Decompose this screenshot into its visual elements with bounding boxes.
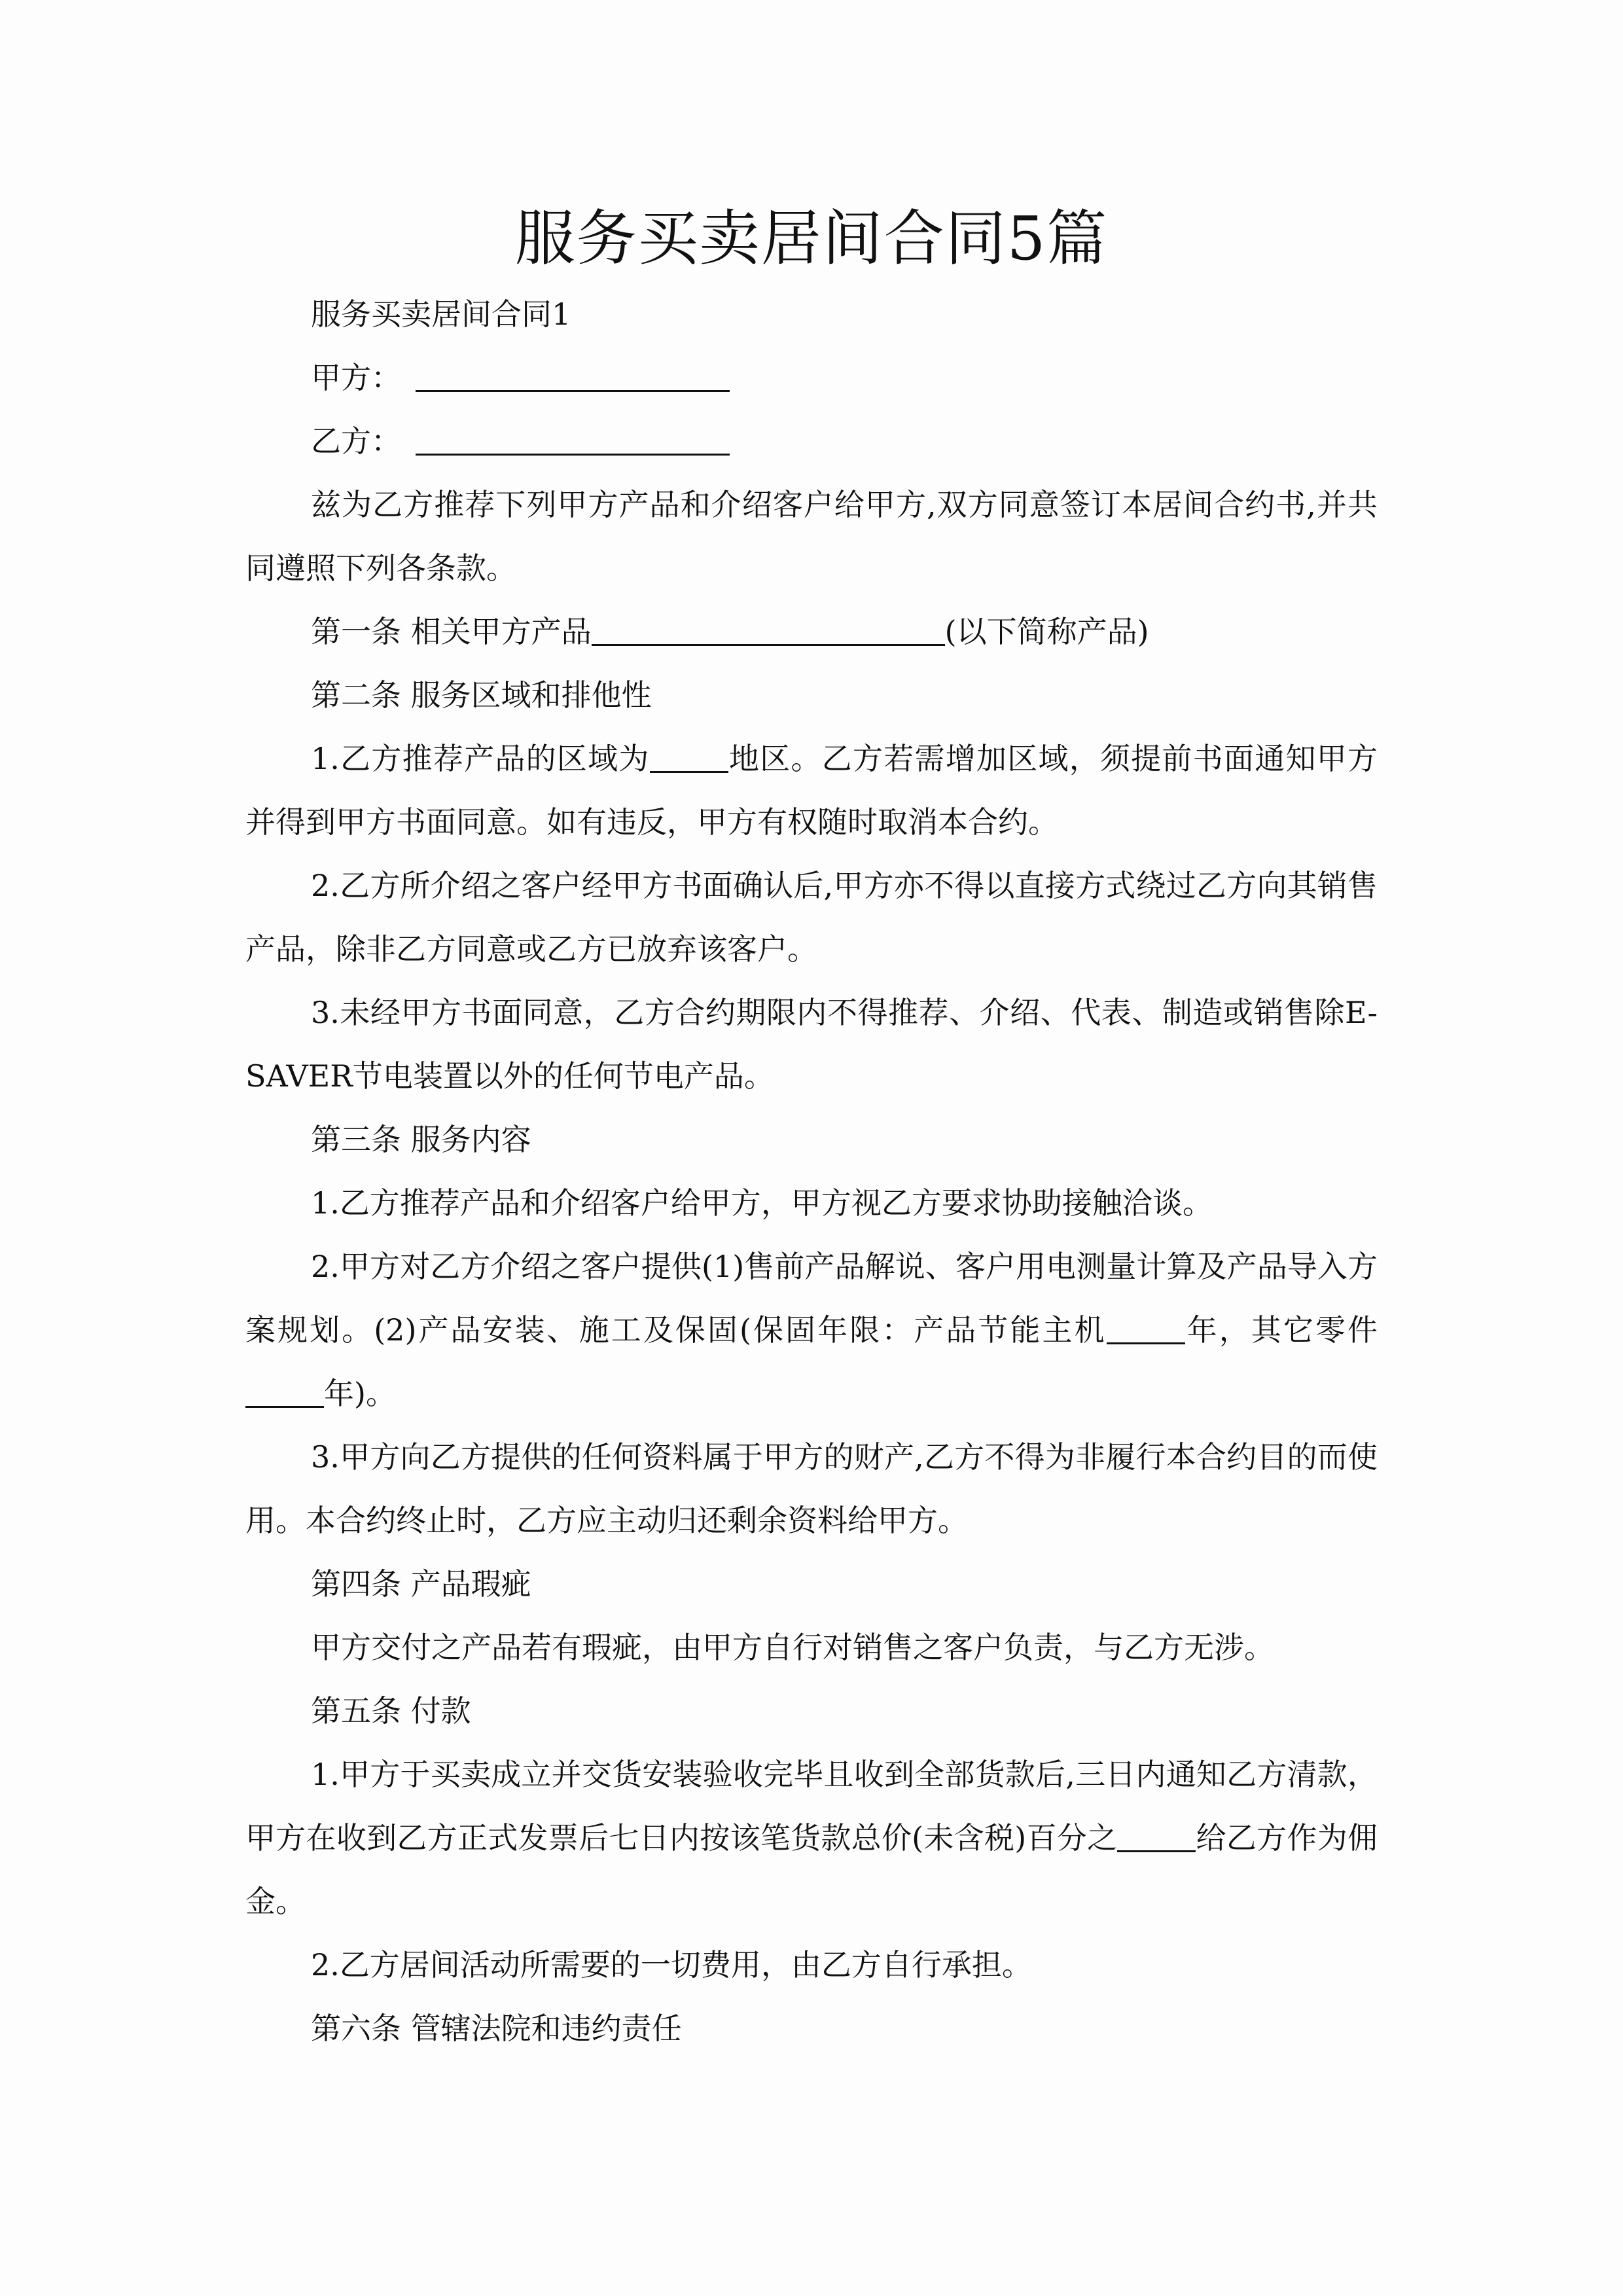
article-5-heading: 第五条 付款 bbox=[311, 1693, 471, 1729]
article-2-item-1 bbox=[245, 727, 1378, 854]
party-b-label: 乙方： bbox=[311, 423, 401, 459]
article-2-item-1-text-b: 地区。乙方若需增加区域，须提前书面通知甲方并得到甲方书面同意。如有违反，甲方有权随时取消本合约。 bbox=[245, 741, 1378, 840]
article-5-item-1-text-a: 1.甲方于买卖成立并交货安装验收完毕且收到全部货款后,三日内通知乙方清款，甲方在收到乙方正式发票后七日内按该笔货款总价(未含税)百分之 bbox=[245, 1757, 1378, 1856]
article-1 bbox=[245, 600, 1378, 664]
article-3-item-2-text-c: 年)。 bbox=[324, 1376, 396, 1411]
article-5-item-2: 2.乙方居间活动所需要的一切费用，由乙方自行承担。 bbox=[311, 1947, 1032, 1982]
article-1-suffix: (以下简称产品) bbox=[944, 614, 1149, 649]
party-a-label: 甲方： bbox=[311, 360, 401, 395]
party-a-blank bbox=[416, 364, 730, 392]
document-title: 服务买卖居间合同5篇 bbox=[514, 204, 1109, 274]
article-3-item-2-text-b: 年，其它零件 bbox=[1185, 1312, 1378, 1348]
article-3-heading: 第三条 服务内容 bbox=[311, 1122, 531, 1157]
article-3-item-2 bbox=[245, 1235, 1378, 1426]
region-blank bbox=[650, 745, 728, 773]
contract-subtitle: 服务买卖居间合同1 bbox=[311, 296, 571, 332]
article-1-prefix: 第一条 相关甲方产品 bbox=[311, 614, 592, 649]
article-6-heading: 第六条 管辖法院和违约责任 bbox=[311, 2011, 682, 2046]
article-5-item-1-text-b: 给乙方作为佣金。 bbox=[245, 1820, 1378, 1919]
article-2-item-1-text-a: 1.乙方推荐产品的区域为 bbox=[311, 741, 650, 776]
article-2-item-2: 2.乙方所介绍之客户经甲方书面确认后,甲方亦不得以直接方式绕过乙方向其销售产品，除非乙方同意或乙方已放弃该客户。 bbox=[245, 868, 1378, 967]
article-4-heading: 第四条 产品瑕疵 bbox=[311, 1566, 531, 1602]
article-3-item-2-text-a: 2.甲方对乙方介绍之客户提供(1)售前产品解说、客户用电测量计算及产品导入方案规划。(2)产品安装、施工及保固(保固年限：产品节能主机 bbox=[245, 1249, 1378, 1348]
article-3-item-3: 3.甲方向乙方提供的任何资料属于甲方的财产,乙方不得为非履行本合约目的而使用。本合约终止时，乙方应主动归还剩余资料给甲方。 bbox=[245, 1439, 1378, 1538]
host-warranty-blank bbox=[1107, 1316, 1185, 1344]
commission-blank bbox=[1117, 1824, 1196, 1852]
party-b-line bbox=[245, 410, 1378, 473]
article-5-item-1 bbox=[245, 1743, 1378, 1933]
party-a-line bbox=[245, 346, 1378, 410]
article-2-item-3: 3.未经甲方书面同意，乙方合约期限内不得推荐、介绍、代表、制造或销售除E-SAVER节电装置以外的任何节电产品。 bbox=[245, 995, 1378, 1094]
parts-warranty-blank bbox=[245, 1380, 324, 1408]
article-3-item-1: 1.乙方推荐产品和介绍客户给甲方，甲方视乙方要求协助接触洽谈。 bbox=[311, 1185, 1213, 1221]
document-body bbox=[245, 283, 1378, 2060]
preamble: 兹为乙方推荐下列甲方产品和介绍客户给甲方,双方同意签订本居间合约书,并共同遵照下列各条款。 bbox=[245, 487, 1378, 586]
party-b-blank bbox=[416, 427, 730, 456]
article-4-text: 甲方交付之产品若有瑕疵，由甲方自行对销售之客户负责，与乙方无涉。 bbox=[311, 1630, 1274, 1665]
product-blank bbox=[592, 618, 945, 646]
article-2-heading: 第二条 服务区域和排他性 bbox=[311, 677, 652, 713]
